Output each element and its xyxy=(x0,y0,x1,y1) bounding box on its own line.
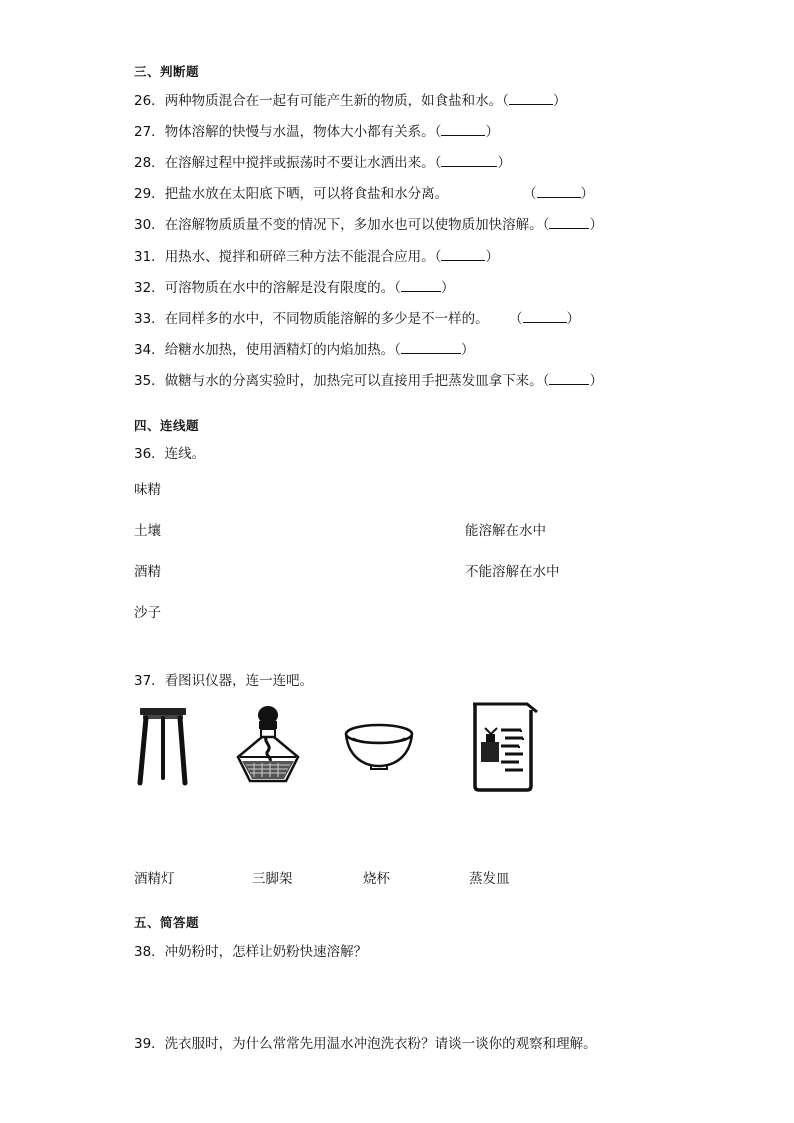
answer-blank[interactable] xyxy=(441,123,485,136)
paren-close: ） xyxy=(580,186,594,202)
question-text: 两种物质混合在一起有可能产生新的物质，如食盐和水。（ xyxy=(164,93,509,109)
question-29 xyxy=(134,182,448,202)
question-33-answer xyxy=(509,307,580,327)
question-number: 34． xyxy=(134,342,165,358)
match-right-item[interactable]: 能溶解在水中 xyxy=(465,523,546,539)
question-number: 26． xyxy=(134,93,165,109)
instrument-label[interactable]: 烧杯 xyxy=(363,871,390,887)
paren-close: ） xyxy=(589,217,603,233)
paren-close: ） xyxy=(440,280,455,296)
paren-close: ） xyxy=(552,93,567,109)
instrument-label[interactable]: 酒精灯 xyxy=(134,871,175,887)
question-text: 做糖与水的分离实验时，加热完可以直接用手把蒸发皿拿下来。（ xyxy=(164,373,550,389)
question-number: 33． xyxy=(134,311,165,327)
paren-close: ） xyxy=(460,342,475,358)
question-number: 32． xyxy=(134,280,165,296)
answer-blank[interactable] xyxy=(537,185,581,198)
question-number: 31． xyxy=(134,249,165,265)
instrument-label[interactable]: 蒸发皿 xyxy=(469,871,510,887)
question-text: 在溶解过程中搅拌或振荡时不要让水洒出来。（ xyxy=(164,155,442,171)
question-text: 物体溶解的快慢与水温，物体大小都有关系。（ xyxy=(164,124,442,140)
match-right-item[interactable]: 不能溶解在水中 xyxy=(465,564,560,580)
question-38: 38．冲奶粉时，怎样让奶粉快速溶解？ xyxy=(134,944,368,960)
paren-close: ） xyxy=(485,124,499,140)
question-text: 在溶解物质质量不变的情况下，多加水也可以使物质加快溶解。（ xyxy=(164,217,550,233)
question-39: 39．洗衣服时，为什么常常先用温水冲泡洗衣粉？请谈一谈你的观察和理解。 xyxy=(134,1036,597,1052)
answer-blank[interactable] xyxy=(523,310,567,323)
match-left-item[interactable]: 味精 xyxy=(134,482,161,498)
paren-open: （ xyxy=(523,186,537,202)
instrument-label[interactable]: 三脚架 xyxy=(252,871,293,887)
section-title-judgement: 三、判断题 xyxy=(134,64,200,79)
evaporating-dish-icon[interactable] xyxy=(343,722,415,770)
question-36-prompt: 36．连线。 xyxy=(134,446,206,462)
paren-close: ） xyxy=(497,155,511,171)
answer-blank[interactable] xyxy=(441,154,497,167)
question-34 xyxy=(134,338,474,358)
question-number: 30． xyxy=(134,217,165,233)
answer-blank[interactable] xyxy=(549,372,589,385)
question-number: 29． xyxy=(134,186,165,202)
question-37-prompt: 37．看图识仪器，连一连吧。 xyxy=(134,673,314,689)
paren-open: （ xyxy=(509,311,523,327)
paren-close: ） xyxy=(485,249,499,265)
section-title-short-answer: 五、简答题 xyxy=(134,915,200,930)
question-35 xyxy=(134,369,603,389)
question-33 xyxy=(134,307,489,327)
question-number: 35． xyxy=(134,373,165,389)
question-text: 可溶物质在水中的溶解是没有限度的。（ xyxy=(164,280,401,296)
question-text: 在同样多的水中，不同物质能溶解的多少是不一样的。 xyxy=(164,311,489,327)
match-left-item[interactable]: 酒精 xyxy=(134,564,161,580)
answer-blank[interactable] xyxy=(401,341,461,354)
answer-blank[interactable] xyxy=(509,92,553,105)
question-text: 给糖水加热，使用酒精灯的内焰加热。（ xyxy=(164,342,401,358)
match-left-item[interactable]: 沙子 xyxy=(134,605,161,621)
question-28 xyxy=(134,151,511,171)
question-32 xyxy=(134,276,454,296)
question-29-answer xyxy=(523,182,594,202)
beaker-icon[interactable] xyxy=(471,700,541,792)
question-26 xyxy=(134,89,566,109)
question-number: 28． xyxy=(134,155,165,171)
match-left-item[interactable]: 土壤 xyxy=(134,523,161,539)
paren-close: ） xyxy=(566,311,580,327)
section-title-matching: 四、连线题 xyxy=(134,418,200,433)
question-text: 把盐水放在太阳底下晒，可以将食盐和水分离。 xyxy=(164,186,449,202)
question-30 xyxy=(134,213,603,233)
answer-blank[interactable] xyxy=(401,279,441,292)
alcohol-lamp-icon[interactable] xyxy=(236,705,300,785)
question-number: 27． xyxy=(134,124,165,140)
question-27 xyxy=(134,120,499,140)
tripod-icon[interactable] xyxy=(134,706,192,786)
answer-blank[interactable] xyxy=(441,248,485,261)
question-31 xyxy=(134,245,499,265)
paren-close: ） xyxy=(589,373,603,389)
question-text: 用热水、搅拌和研碎三种方法不能混合应用。（ xyxy=(164,249,442,265)
answer-blank[interactable] xyxy=(549,216,589,229)
